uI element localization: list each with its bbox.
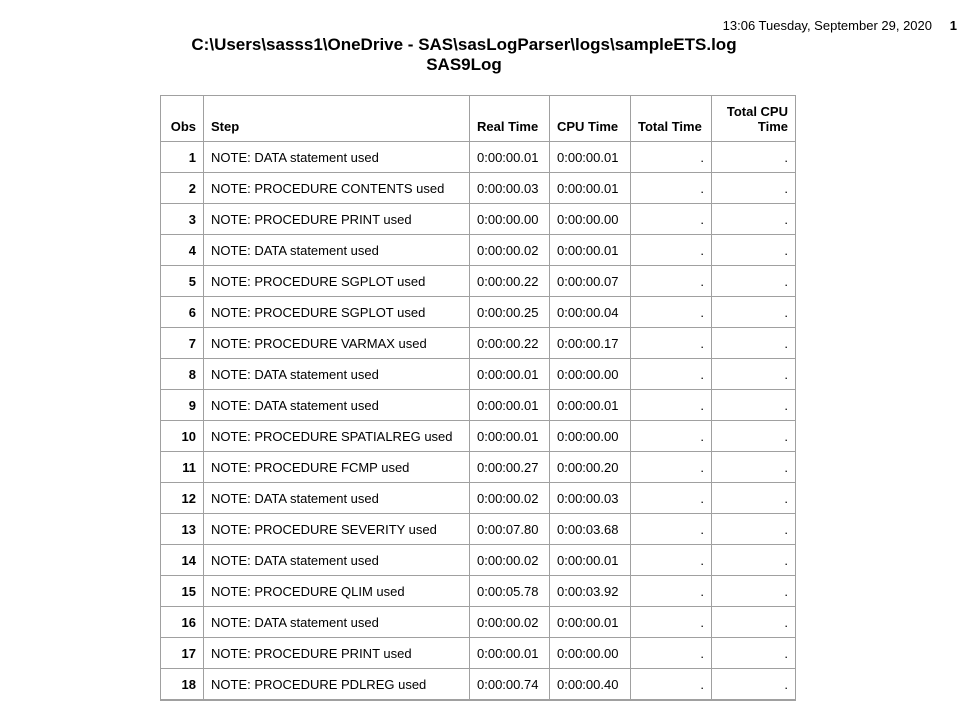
table-row xyxy=(161,514,795,545)
obs-cell: 3 xyxy=(161,204,204,235)
total-cpu-time-cell: . xyxy=(712,390,795,421)
table-body xyxy=(161,142,795,700)
table-row xyxy=(161,359,795,390)
report-datetime: 13:06 Tuesday, September 29, 2020 xyxy=(722,18,932,33)
table-row xyxy=(161,638,795,669)
column-header-total-cpu-time: Total CPU Time xyxy=(712,96,795,142)
step-cell: NOTE: DATA statement used xyxy=(204,545,470,576)
step-cell: NOTE: DATA statement used xyxy=(204,607,470,638)
real-time-cell: 0:00:00.25 xyxy=(470,297,550,328)
obs-cell: 2 xyxy=(161,173,204,204)
step-cell: NOTE: PROCEDURE SGPLOT used xyxy=(204,266,470,297)
step-cell: NOTE: PROCEDURE CONTENTS used xyxy=(204,173,470,204)
real-time-cell: 0:00:00.03 xyxy=(470,173,550,204)
table-row xyxy=(161,173,795,204)
total-cpu-time-cell: . xyxy=(712,266,795,297)
cpu-time-cell: 0:00:00.00 xyxy=(550,638,631,669)
total-cpu-time-cell: . xyxy=(712,514,795,545)
total-time-cell: . xyxy=(631,235,712,266)
step-cell: NOTE: PROCEDURE QLIM used xyxy=(204,576,470,607)
obs-cell: 8 xyxy=(161,359,204,390)
obs-cell: 5 xyxy=(161,266,204,297)
cpu-time-cell: 0:00:00.01 xyxy=(550,545,631,576)
obs-cell: 6 xyxy=(161,297,204,328)
real-time-cell: 0:00:00.00 xyxy=(470,204,550,235)
table-row xyxy=(161,266,795,297)
cpu-time-cell: 0:00:00.01 xyxy=(550,142,631,173)
step-cell: NOTE: PROCEDURE SPATIALREG used xyxy=(204,421,470,452)
report-title-name: SAS9Log xyxy=(426,55,502,74)
real-time-cell: 0:00:00.01 xyxy=(470,638,550,669)
column-header-obs: Obs xyxy=(161,96,204,142)
table-row xyxy=(161,545,795,576)
real-time-cell: 0:00:07.80 xyxy=(470,514,550,545)
total-time-cell: . xyxy=(631,266,712,297)
total-cpu-time-cell: . xyxy=(712,297,795,328)
total-time-cell: . xyxy=(631,390,712,421)
obs-cell: 13 xyxy=(161,514,204,545)
total-time-cell: . xyxy=(631,669,712,700)
real-time-cell: 0:00:00.02 xyxy=(470,235,550,266)
total-time-cell: . xyxy=(631,359,712,390)
log-table xyxy=(160,95,796,701)
table-row xyxy=(161,297,795,328)
obs-cell: 15 xyxy=(161,576,204,607)
total-cpu-time-cell: . xyxy=(712,421,795,452)
cpu-time-cell: 0:00:00.20 xyxy=(550,452,631,483)
cpu-time-cell: 0:00:00.40 xyxy=(550,669,631,700)
obs-cell: 4 xyxy=(161,235,204,266)
total-time-cell: . xyxy=(631,638,712,669)
table-row xyxy=(161,390,795,421)
cpu-time-cell: 0:00:00.01 xyxy=(550,390,631,421)
total-cpu-time-cell: . xyxy=(712,576,795,607)
total-cpu-time-cell: . xyxy=(712,452,795,483)
table-row xyxy=(161,452,795,483)
step-cell: NOTE: PROCEDURE FCMP used xyxy=(204,452,470,483)
table-row xyxy=(161,328,795,359)
total-cpu-time-cell: . xyxy=(712,142,795,173)
step-cell: NOTE: DATA statement used xyxy=(204,483,470,514)
real-time-cell: 0:00:00.27 xyxy=(470,452,550,483)
obs-cell: 12 xyxy=(161,483,204,514)
real-time-cell: 0:00:00.02 xyxy=(470,483,550,514)
step-cell: NOTE: PROCEDURE VARMAX used xyxy=(204,328,470,359)
total-time-cell: . xyxy=(631,142,712,173)
step-cell: NOTE: PROCEDURE PRINT used xyxy=(204,204,470,235)
total-cpu-time-cell: . xyxy=(712,669,795,700)
table-row xyxy=(161,483,795,514)
total-time-cell: . xyxy=(631,545,712,576)
column-header-real-time: Real Time xyxy=(470,96,550,142)
real-time-cell: 0:00:00.02 xyxy=(470,545,550,576)
real-time-cell: 0:00:00.22 xyxy=(470,266,550,297)
total-time-cell: . xyxy=(631,452,712,483)
total-cpu-time-cell: . xyxy=(712,235,795,266)
total-time-cell: . xyxy=(631,297,712,328)
step-cell: NOTE: DATA statement used xyxy=(204,390,470,421)
cpu-time-cell: 0:00:00.01 xyxy=(550,173,631,204)
table-row xyxy=(161,607,795,638)
real-time-cell: 0:00:05.78 xyxy=(470,576,550,607)
cpu-time-cell: 0:00:00.00 xyxy=(550,204,631,235)
total-cpu-time-cell: . xyxy=(712,638,795,669)
real-time-cell: 0:00:00.02 xyxy=(470,607,550,638)
total-time-cell: . xyxy=(631,483,712,514)
cpu-time-cell: 0:00:00.17 xyxy=(550,328,631,359)
column-header-total-time: Total Time xyxy=(631,96,712,142)
total-cpu-time-cell: . xyxy=(712,483,795,514)
total-cpu-time-cell: . xyxy=(712,607,795,638)
step-cell: NOTE: DATA statement used xyxy=(204,235,470,266)
cpu-time-cell: 0:00:00.03 xyxy=(550,483,631,514)
table-row xyxy=(161,235,795,266)
table-row xyxy=(161,204,795,235)
total-time-cell: . xyxy=(631,576,712,607)
table-header-row xyxy=(161,96,795,142)
report-title-path: C:\Users\sasss1\OneDrive - SAS\sasLogParser\logs\sampleETS.log xyxy=(191,35,737,54)
cpu-time-cell: 0:00:00.00 xyxy=(550,421,631,452)
obs-cell: 9 xyxy=(161,390,204,421)
page-number: 1 xyxy=(949,18,957,33)
table-row xyxy=(161,576,795,607)
total-cpu-time-cell: . xyxy=(712,173,795,204)
cpu-time-cell: 0:00:03.68 xyxy=(550,514,631,545)
obs-cell: 10 xyxy=(161,421,204,452)
cpu-time-cell: 0:00:00.04 xyxy=(550,297,631,328)
obs-cell: 16 xyxy=(161,607,204,638)
table-row xyxy=(161,142,795,173)
total-cpu-time-cell: . xyxy=(712,328,795,359)
cpu-time-cell: 0:00:00.01 xyxy=(550,235,631,266)
table-row xyxy=(161,421,795,452)
step-cell: NOTE: PROCEDURE SEVERITY used xyxy=(204,514,470,545)
cpu-time-cell: 0:00:03.92 xyxy=(550,576,631,607)
real-time-cell: 0:00:00.01 xyxy=(470,390,550,421)
total-time-cell: . xyxy=(631,173,712,204)
cpu-time-cell: 0:00:00.00 xyxy=(550,359,631,390)
step-cell: NOTE: PROCEDURE SGPLOT used xyxy=(204,297,470,328)
obs-cell: 18 xyxy=(161,669,204,700)
real-time-cell: 0:00:00.22 xyxy=(470,328,550,359)
total-cpu-time-cell: . xyxy=(712,204,795,235)
cpu-time-cell: 0:00:00.01 xyxy=(550,607,631,638)
total-time-cell: . xyxy=(631,328,712,359)
real-time-cell: 0:00:00.01 xyxy=(470,359,550,390)
step-cell: NOTE: DATA statement used xyxy=(204,142,470,173)
obs-cell: 14 xyxy=(161,545,204,576)
cpu-time-cell: 0:00:00.07 xyxy=(550,266,631,297)
total-time-cell: . xyxy=(631,204,712,235)
total-time-cell: . xyxy=(631,607,712,638)
obs-cell: 1 xyxy=(161,142,204,173)
column-header-step: Step xyxy=(204,96,470,142)
obs-cell: 7 xyxy=(161,328,204,359)
step-cell: NOTE: DATA statement used xyxy=(204,359,470,390)
obs-cell: 11 xyxy=(161,452,204,483)
total-time-cell: . xyxy=(631,514,712,545)
real-time-cell: 0:00:00.74 xyxy=(470,669,550,700)
total-cpu-time-cell: . xyxy=(712,545,795,576)
column-header-cpu-time: CPU Time xyxy=(550,96,631,142)
total-cpu-time-cell: . xyxy=(712,359,795,390)
table-row xyxy=(161,669,795,700)
real-time-cell: 0:00:00.01 xyxy=(470,421,550,452)
step-cell: NOTE: PROCEDURE PRINT used xyxy=(204,638,470,669)
obs-cell: 17 xyxy=(161,638,204,669)
step-cell: NOTE: PROCEDURE PDLREG used xyxy=(204,669,470,700)
total-time-cell: . xyxy=(631,421,712,452)
real-time-cell: 0:00:00.01 xyxy=(470,142,550,173)
